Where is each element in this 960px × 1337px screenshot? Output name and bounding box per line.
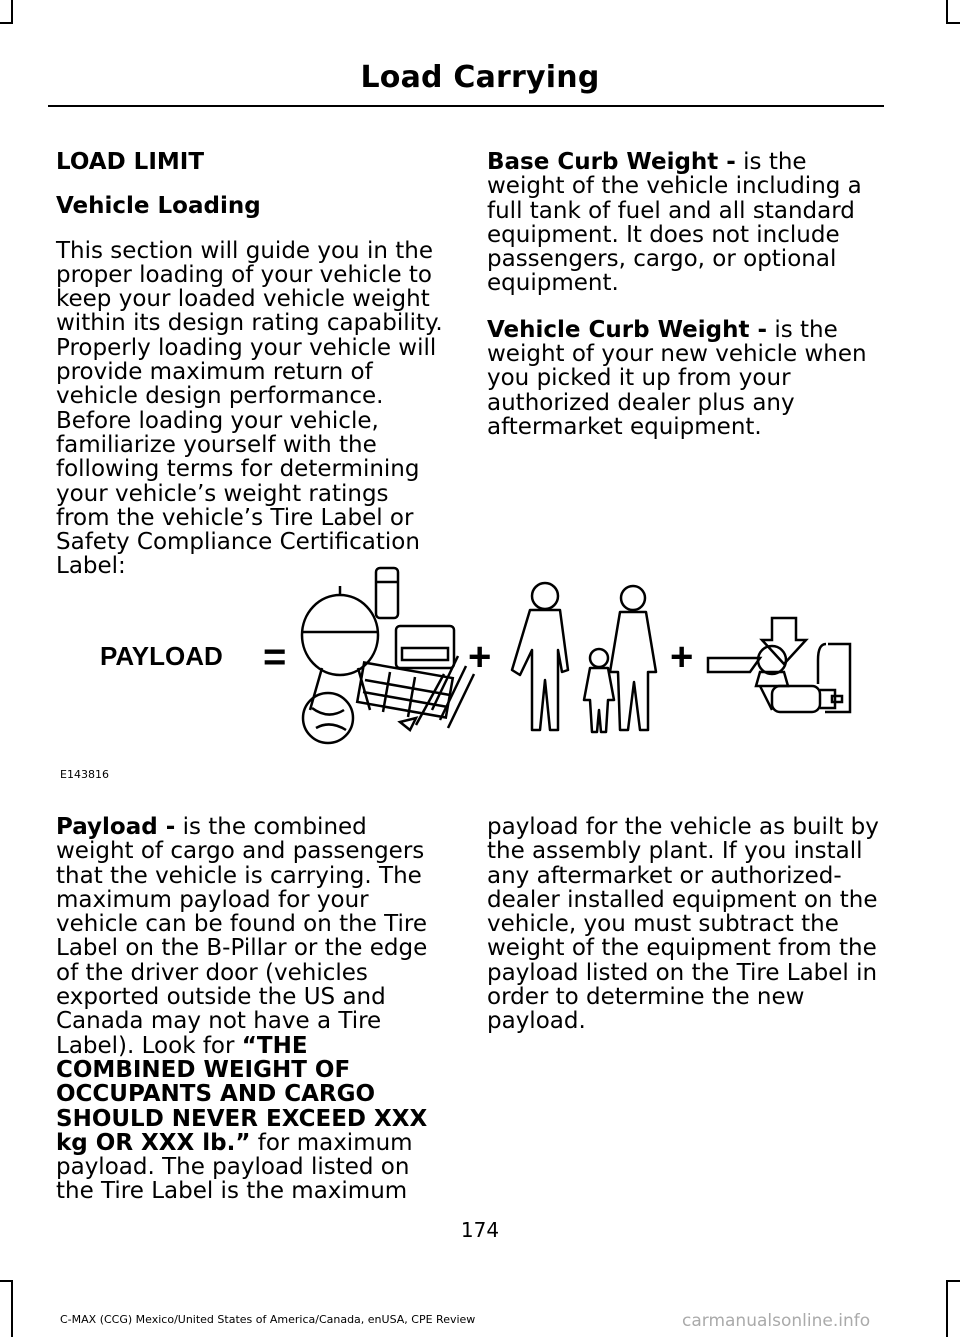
payload-text-1: is the combined weight of cargo and passengers that the vehicle is carrying. The maximum payload for your vehicle can be found on the Tire Label on the B-Pillar or the edge of the driver door (vehicles exported outside the US and Canada may not have a Tire Label). Look for: [56, 814, 428, 1059]
equals-sign: =: [263, 635, 287, 679]
crop-mark: [946, 1280, 948, 1337]
figure-id: E143816: [60, 768, 109, 781]
crop-mark: [946, 0, 948, 22]
crop-mark: [946, 22, 960, 24]
crop-mark: [11, 1280, 13, 1337]
payload-right-column: [487, 815, 885, 1056]
payload-continuation: payload for the vehicle as built by the assembly plant. If you install any aftermarket or authorized-dealer installed equipment on the vehicle, you must subtract the weight of the equipment from the payload listed on the Tire Label in order to determine the new payload.: [487, 814, 879, 1035]
payload-warning-quote: “THE COMBINED WEIGHT OF OCCUPANTS AND CARGO SHOULD NEVER EXCEED XXX kg OR XXX lb.”: [56, 1032, 428, 1156]
payload-label: PAYLOAD: [100, 641, 223, 671]
cargo-icon: [302, 568, 474, 743]
page-number: 174: [460, 1218, 500, 1242]
crop-mark: [946, 1280, 960, 1282]
payload-text-2: for maximum payload. The payload listed on the Tire Label is the maximum: [56, 1129, 413, 1205]
payload-term: Payload -: [56, 814, 176, 840]
vehicle-curb-weight-term: Vehicle Curb Weight -: [487, 316, 768, 343]
right-column: [487, 150, 885, 461]
crop-mark: [11, 0, 13, 22]
plus-sign: +: [468, 635, 492, 679]
vehicle-curb-weight-paragraph: [487, 318, 885, 439]
watermark: carmanualsonline.info: [682, 1311, 871, 1331]
footer-text: C-MAX (CCG) Mexico/United States of America/Canada, enUSA, CPE Review: [60, 1313, 476, 1326]
hitch-equipment-icon: [708, 618, 850, 712]
base-curb-weight-term: Base Curb Weight -: [487, 149, 736, 175]
crop-mark: [0, 22, 13, 24]
payload-paragraph: [56, 815, 448, 1204]
plus-sign-2: +: [670, 635, 694, 679]
section-heading: LOAD LIMIT: [56, 149, 205, 175]
passengers-icon: [512, 583, 656, 732]
page-title: Load Carrying: [360, 60, 600, 95]
subheading: Vehicle Loading: [56, 193, 261, 220]
base-curb-weight-paragraph: [487, 150, 885, 296]
header-divider: [48, 105, 884, 107]
intro-paragraph: This section will guide you in the proper loading of your vehicle to keep your loaded vehicle weight within its design rating capability. Properly loading your vehicle will provide maximum return of vehicle design performance. Before loading your vehicle, familiarize yourself with the following terms for determining your vehicle’s weight ratings from the vehicle’s Tire Label or Safety Compliance Certification Label:: [56, 237, 443, 580]
vehicle-curb-weight-definition: is the weight of your new vehicle when you picked it up from your authorized dealer plus any aftermarket equipment.: [487, 316, 867, 440]
payload-illustration: [60, 560, 860, 790]
payload-left-column: [56, 815, 448, 1226]
base-curb-weight-definition: is the weight of the vehicle including a full tank of fuel and all standard equipment. It does not include passengers, cargo, or optional equipment.: [487, 149, 862, 297]
left-column: [56, 150, 448, 601]
